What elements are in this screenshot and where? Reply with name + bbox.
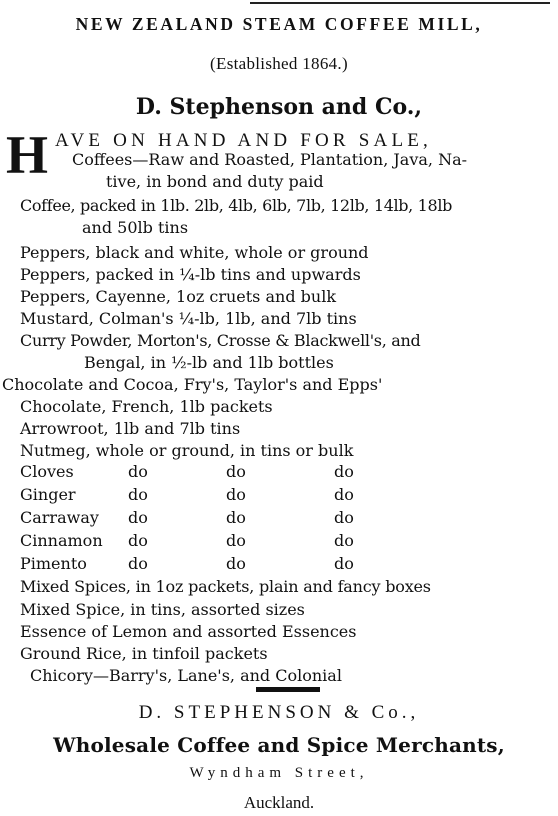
ditto-mark: do <box>128 485 148 504</box>
ditto-mark: do <box>226 462 246 481</box>
section-divider <box>256 687 320 692</box>
street-address: Wyndham Street, <box>189 765 369 781</box>
business-description: Wholesale Coffee and Spice Merchants, <box>53 733 505 757</box>
spice-name: Pimento <box>20 554 87 573</box>
list-item: Bengal, in ½-lb and 1lb bottles <box>84 353 334 372</box>
ditto-mark: do <box>334 508 354 527</box>
list-item: Nutmeg, whole or ground, in tins or bulk <box>20 441 354 460</box>
list-item: Peppers, black and white, whole or ground <box>20 243 369 262</box>
list-item: Mixed Spices, in 1oz packets, plain and fancy boxes <box>20 577 431 596</box>
list-item: Peppers, Cayenne, 1oz cruets and bulk <box>20 287 337 306</box>
list-item: Coffees—Raw and Roasted, Plantation, Java, Na- <box>72 150 468 169</box>
ditto-mark: do <box>334 554 354 573</box>
list-item: Peppers, packed in ¼-lb tins and upwards <box>20 265 361 284</box>
ditto-mark: do <box>334 531 354 550</box>
spice-name: Cloves <box>20 462 74 481</box>
spice-name: Carraway <box>20 508 99 527</box>
list-item: Curry Powder, Morton's, Crosse & Blackwell's, and <box>20 331 421 350</box>
mill-heading: NEW ZEALAND STEAM COFFEE MILL, <box>75 14 483 34</box>
list-item: Ground Rice, in tinfoil packets <box>20 644 268 663</box>
list-item: Mixed Spice, in tins, assorted sizes <box>20 600 305 619</box>
spice-name: Ginger <box>20 485 76 504</box>
list-item: and 50lb tins <box>82 218 189 237</box>
ditto-mark: do <box>334 462 354 481</box>
ditto-mark: do <box>226 531 246 550</box>
ditto-mark: do <box>128 462 148 481</box>
list-item: tive, in bond and duty paid <box>106 172 324 191</box>
list-item: Chocolate and Cocoa, Fry's, Taylor's and Epps' <box>2 375 383 394</box>
ditto-mark: do <box>334 485 354 504</box>
spice-name: Cinnamon <box>20 531 103 550</box>
footer-firm-name: D. STEPHENSON & Co., <box>138 702 420 723</box>
ditto-mark: do <box>226 485 246 504</box>
top-rule <box>250 2 550 4</box>
list-item: Coffee, packed in 1lb. 2lb, 4lb, 6lb, 7lb, 12lb, 14lb, 18lb <box>20 196 452 215</box>
city-name: Auckland. <box>243 793 315 812</box>
ditto-mark: do <box>128 531 148 550</box>
list-item: Arrowroot, 1lb and 7lb tins <box>20 419 241 438</box>
ditto-mark: do <box>128 554 148 573</box>
list-item: Essence of Lemon and assorted Essences <box>20 622 357 641</box>
ditto-mark: do <box>128 508 148 527</box>
ditto-mark: do <box>226 508 246 527</box>
ditto-mark: do <box>226 554 246 573</box>
list-item: Mustard, Colman's ¼-lb, 1lb, and 7lb tins <box>20 309 357 328</box>
list-item: Chicory—Barry's, Lane's, and Colonial <box>30 666 342 685</box>
intro-heading: AVE ON HAND AND FOR SALE, <box>55 130 433 151</box>
drop-cap: H <box>6 125 49 185</box>
firm-name: D. Stephenson and Co., <box>135 94 423 120</box>
list-item: Chocolate, French, 1lb packets <box>20 397 273 416</box>
established-note: (Established 1864.) <box>210 54 348 73</box>
